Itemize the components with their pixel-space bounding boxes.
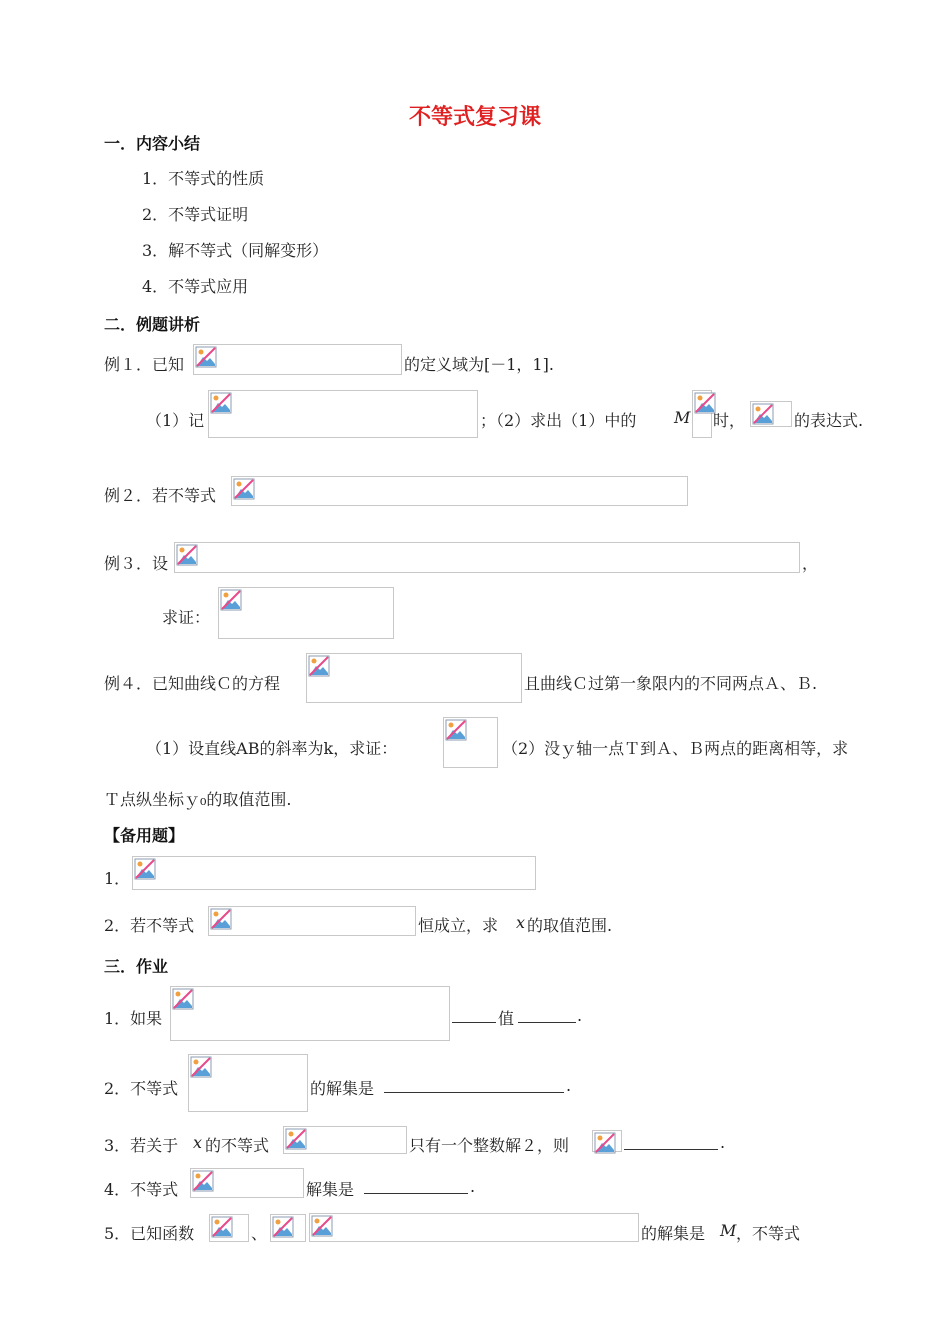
broken-image-icon bbox=[172, 988, 194, 1010]
ex4-text-d: （2）没ｙ轴一点Ｔ到Ａ、Ｂ两点的距离相等，求 bbox=[502, 739, 849, 758]
hw1-text-b: 值 bbox=[498, 1009, 515, 1028]
broken-image-icon bbox=[176, 544, 198, 566]
answer-blank[interactable] bbox=[624, 1135, 718, 1150]
hw5-text-b: 、 bbox=[251, 1224, 268, 1243]
ex1-text-a: 例１．已知 bbox=[104, 355, 185, 374]
ex1-var-m: M bbox=[674, 408, 691, 427]
broken-image-icon bbox=[192, 1170, 214, 1192]
hw3-var-x: x bbox=[193, 1133, 203, 1152]
broken-image-icon bbox=[308, 655, 330, 677]
ex4-text-a: 例４．已知曲线Ｃ的方程 bbox=[104, 674, 281, 693]
hw3-text-b: 的不等式 bbox=[205, 1136, 270, 1155]
broken-image-icon bbox=[210, 908, 232, 930]
hw3-text-a: 3．若关于 bbox=[104, 1136, 179, 1155]
formula-image bbox=[231, 476, 688, 506]
formula-image bbox=[306, 653, 522, 703]
broken-image-icon bbox=[285, 1128, 307, 1150]
summary-item-3: 3．解不等式（同解变形） bbox=[142, 241, 329, 260]
hw5-text-d: ，不等式 bbox=[736, 1224, 801, 1243]
formula-image bbox=[208, 906, 416, 936]
hw4-text-a: 4．不等式 bbox=[104, 1180, 179, 1199]
hw4-dot: . bbox=[470, 1177, 476, 1196]
answer-blank[interactable] bbox=[364, 1179, 468, 1194]
formula-image bbox=[692, 390, 712, 438]
broken-image-icon bbox=[220, 589, 242, 611]
spare-q2-b: 恒成立，求 bbox=[418, 916, 499, 935]
broken-image-icon bbox=[594, 1132, 616, 1154]
spare-q2-a: 2．若不等式 bbox=[104, 916, 195, 935]
broken-image-icon bbox=[190, 1056, 212, 1078]
hw4-text-b: 解集是 bbox=[306, 1180, 355, 1199]
formula-image bbox=[190, 1168, 304, 1198]
formula-image bbox=[193, 344, 402, 375]
summary-item-4: 4．不等式应用 bbox=[142, 277, 249, 296]
ex1-text-e: 时， bbox=[713, 411, 746, 430]
formula-image bbox=[309, 1213, 639, 1242]
broken-image-icon bbox=[195, 346, 217, 368]
answer-blank[interactable] bbox=[518, 1008, 576, 1023]
broken-image-icon bbox=[445, 719, 467, 741]
ex3-text-a: 例３．设 bbox=[104, 554, 169, 573]
page-title: 不等式复习课 bbox=[408, 105, 541, 130]
section-heading-examples: 二．例题讲析 bbox=[104, 315, 201, 334]
hw5-text-a: 5．已知函数 bbox=[104, 1224, 195, 1243]
broken-image-icon bbox=[272, 1216, 294, 1238]
formula-image bbox=[270, 1214, 306, 1242]
hw3-text-c: 只有一个整数解２，则 bbox=[409, 1136, 570, 1155]
broken-image-icon bbox=[134, 858, 156, 880]
ex1-text-b: 的定义域为[－1，1]. bbox=[404, 355, 554, 374]
formula-image bbox=[218, 587, 394, 639]
formula-image bbox=[283, 1126, 407, 1154]
ex4-text-e: Ｔ点纵坐标ｙ₀的取值范围. bbox=[104, 790, 292, 809]
spare-q2-c: 的取值范围. bbox=[527, 916, 613, 935]
formula-image bbox=[208, 390, 478, 438]
answer-blank[interactable] bbox=[384, 1078, 564, 1093]
ex3-text-b: ， bbox=[802, 554, 819, 573]
section-heading-spare: 【备用题】 bbox=[104, 826, 185, 845]
broken-image-icon bbox=[210, 392, 232, 414]
hw1-text-a: 1．如果 bbox=[104, 1009, 163, 1028]
broken-image-icon bbox=[311, 1215, 333, 1237]
formula-image bbox=[188, 1054, 308, 1112]
section-heading-summary: 一．内容小结 bbox=[104, 134, 201, 153]
formula-image bbox=[209, 1214, 249, 1242]
section-heading-homework: 三．作业 bbox=[104, 957, 169, 976]
hw2-text-b: 的解集是 bbox=[310, 1079, 375, 1098]
formula-image bbox=[132, 856, 536, 890]
hw3-dot: . bbox=[720, 1133, 726, 1152]
ex2-text-a: 例２．若不等式 bbox=[104, 486, 217, 505]
hw2-dot: . bbox=[566, 1076, 572, 1095]
hw2-text-a: 2．不等式 bbox=[104, 1079, 179, 1098]
hw1-dot: . bbox=[577, 1006, 583, 1025]
answer-blank[interactable] bbox=[452, 1008, 496, 1023]
broken-image-icon bbox=[233, 478, 255, 500]
summary-item-2: 2．不等式证明 bbox=[142, 205, 249, 224]
hw5-var-m: M bbox=[720, 1221, 737, 1240]
formula-image bbox=[592, 1130, 622, 1152]
ex1-text-d: ；（2）求出（1）中的 bbox=[480, 411, 637, 430]
spare-q2-var-x: x bbox=[516, 913, 526, 932]
ex1-text-c: （1）记 bbox=[146, 411, 205, 430]
formula-image bbox=[174, 542, 800, 573]
broken-image-icon bbox=[752, 403, 774, 425]
broken-image-icon bbox=[211, 1216, 233, 1238]
formula-image bbox=[443, 717, 498, 768]
ex1-text-f: 的表达式. bbox=[794, 411, 864, 430]
ex4-text-c: （1）设直线AB的斜率为k，求证： bbox=[146, 739, 398, 758]
hw5-text-c: 的解集是 bbox=[641, 1224, 706, 1243]
summary-item-1: 1．不等式的性质 bbox=[142, 169, 265, 188]
formula-image bbox=[750, 401, 792, 427]
spare-q1: 1． bbox=[104, 869, 131, 888]
formula-image bbox=[170, 986, 450, 1041]
ex4-text-b: 且曲线Ｃ过第一象限内的不同两点Ａ、Ｂ. bbox=[524, 674, 818, 693]
ex3-text-c: 求证： bbox=[162, 608, 211, 627]
